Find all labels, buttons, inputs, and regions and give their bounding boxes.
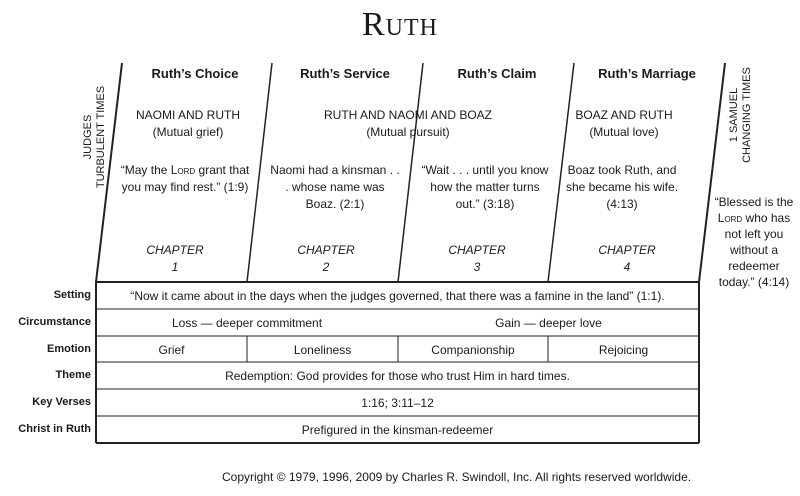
circumstance-right: Gain — deeper love — [495, 316, 602, 330]
key-verses-text: 1:16; 3:11–12 — [361, 396, 434, 410]
row-label-circumstance: Circumstance — [18, 316, 91, 328]
emotion-cell-4: Rejoicing — [598, 343, 649, 357]
row-label-christ: Christ in Ruth — [18, 423, 91, 435]
emotion-cell-1: Grief — [158, 343, 185, 357]
christ-text: Prefigured in the kinsman-redeemer — [301, 423, 494, 437]
section-title-marriage: Ruth’s Marriage — [598, 66, 696, 81]
group-naomi-ruth: NAOMI AND RUTH (Mutual grief) — [135, 108, 240, 139]
section-title-service: Ruth’s Service — [300, 66, 390, 81]
right-side-quote: “Blessed is the Lord who has not left you without a redeemer today.” (4:14) — [714, 195, 794, 289]
circumstance-left: Loss — deeper commitment — [171, 316, 323, 330]
emotion-cell-2: Loneliness — [293, 343, 352, 357]
section-title-claim: Ruth’s Claim — [457, 66, 537, 81]
chapter-label-1: CHAPTER 1 — [146, 243, 204, 274]
group-boaz-ruth: BOAZ AND RUTH (Mutual love) — [575, 108, 673, 139]
row-label-key-verses: Key Verses — [32, 396, 91, 408]
setting-text: “Now it came about in the days when the judges governed, that there was a famine in the land” (1:1). — [130, 289, 665, 303]
copyright-notice: Copyright © 1979, 1996, 2009 by Charles R. Swindoll, Inc. All rights reserved worldwide. — [222, 470, 692, 484]
left-side-label: JUDGES TURBULENT TIMES — [82, 85, 107, 189]
row-label-emotion: Emotion — [47, 343, 91, 355]
section-title-choice: Ruth’s Choice — [151, 66, 239, 81]
quote-chapter-4: Boaz took Ruth, and she became his wife. (4:13) — [565, 163, 679, 211]
theme-text: Redemption: God provides for those who trust Him in hard times. — [225, 369, 570, 383]
chapter-label-4: CHAPTER 4 — [598, 243, 656, 274]
page-title: Ruth — [361, 6, 438, 43]
quote-chapter-2: Naomi had a kinsman . . . whose name was Boaz. (2:1) — [270, 163, 400, 211]
chapter-label-2: CHAPTER 2 — [297, 243, 355, 274]
quote-chapter-3: “Wait . . . until you know how the matter turns out.” (3:18) — [421, 163, 549, 211]
quote-chapter-1: “May the Lord grant that you may find rest.” (1:9) — [120, 163, 250, 194]
emotion-cell-3: Companionship — [431, 343, 515, 357]
right-side-label: 1 SAMUEL CHANGING TIMES — [728, 67, 753, 163]
row-label-setting: Setting — [53, 289, 91, 301]
chapter-label-3: CHAPTER 3 — [448, 243, 506, 274]
row-label-theme: Theme — [55, 369, 91, 381]
group-ruth-naomi-boaz: RUTH AND NAOMI AND BOAZ (Mutual pursuit) — [323, 108, 493, 139]
